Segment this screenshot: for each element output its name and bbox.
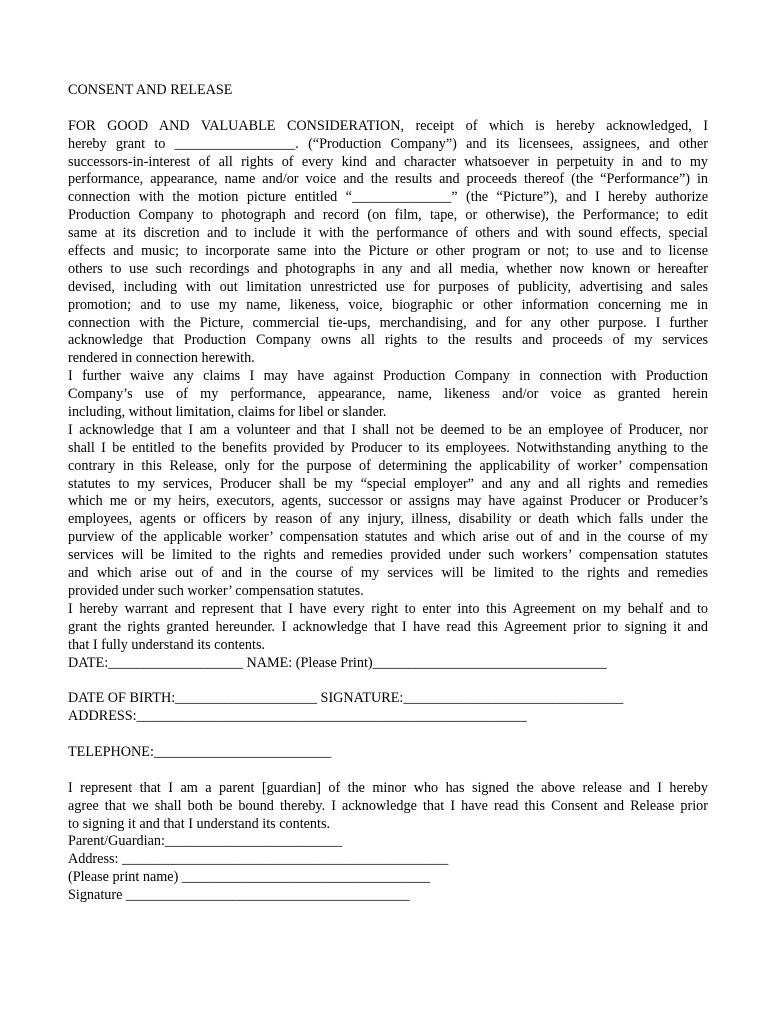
dob-signature-field[interactable]: DATE OF BIRTH:____________________ SIGNATURE:_______________________________ <box>68 690 624 707</box>
text-line: connection with the Picture, commercial tie-ups, merchandising, and for any other purpose. I further <box>68 314 708 331</box>
volunteer-paragraph <box>68 422 708 601</box>
spacer <box>68 100 708 118</box>
text-line: rendered in connection herewith. <box>68 350 255 367</box>
text-line: I hereby warrant and represent that I have every right to enter into this Agreement on my behalf and to <box>68 600 708 617</box>
text-line: and which arise out of and in the course of my services will be limited to the rights and remedies <box>68 565 708 582</box>
text-line: same at its discretion and to include it with the performance of others and with sound effects, special <box>68 225 708 242</box>
text-line: acknowledge that Production Company owns all rights to the results and proceeds of my services <box>68 332 708 349</box>
text-line: contrary in this Release, only for the purpose of determining the applicability of worker’ compensation <box>68 457 708 474</box>
spacer <box>68 726 708 744</box>
text-line: performance, appearance, name and/or voice and the results and proceeds thereof (the “Performance”) in <box>68 171 708 188</box>
grant-paragraph <box>68 118 708 368</box>
guardian-address-field[interactable]: Address: ______________________________________________ <box>68 851 449 868</box>
text-line: effects and music; to incorporate same into the Picture or other program or not; to use and to license <box>68 243 708 260</box>
text-line: devised, including with out limitation unrestricted use for purposes of publicity, advertising and sales <box>68 278 708 295</box>
text-line: employees, agents or officers by reason of any injury, illness, disability or death which falls under the <box>68 511 708 528</box>
document-page <box>68 82 708 905</box>
text-line: Production Company to photograph and record (on film, tape, or otherwise), the Performance; to edit <box>68 207 708 224</box>
text-line: that I fully understand its contents. <box>68 636 266 653</box>
date-name-field[interactable]: DATE:___________________ NAME: (Please Print)_________________________________ <box>68 654 607 671</box>
text-line: hereby grant to _________________. (“Production Company”) and its licensees, assignees, and other <box>68 135 708 152</box>
text-line: purview of the applicable worker’ compensation statutes and which arise out of and in the course of my <box>68 529 708 546</box>
document-title: CONSENT AND RELEASE <box>68 82 233 98</box>
parent-guardian-field[interactable]: Parent/Guardian:_________________________ <box>68 833 343 850</box>
text-line: grant the rights granted hereunder. I acknowledge that I have read this Agreement prior to signing it and <box>68 618 708 635</box>
text-line: I further waive any claims I may have against Production Company in connection with Production <box>68 368 708 385</box>
waiver-paragraph <box>68 368 708 422</box>
text-line: provided under such worker’ compensation statutes. <box>68 582 364 599</box>
guardian-paragraph <box>68 780 708 834</box>
text-line: I represent that I am a parent [guardian] of the minor who has signed the above release and I hereby <box>68 779 708 796</box>
text-line: to signing it and that I understand its contents. <box>68 815 331 832</box>
text-line: statutes to my services, Producer shall be my “special employer” and any and all rights and remedies <box>68 475 708 492</box>
warranty-paragraph <box>68 601 708 655</box>
text-line: which me or my heirs, executors, agents, successor or assigns may have against Producer or Producer’s <box>68 493 708 510</box>
address-field[interactable]: ADDRESS:_______________________________________________________ <box>68 708 527 725</box>
spacer <box>68 762 708 780</box>
text-line: successors-in-interest of all rights of every kind and character whatsoever in perpetuity in and to my <box>68 153 708 170</box>
guardian-signature-field[interactable]: Signature ________________________________________ <box>68 887 410 904</box>
text-line: connection with the motion picture entitled “______________” (the “Picture”), and I hereby authorize <box>68 189 708 206</box>
text-line: FOR GOOD AND VALUABLE CONSIDERATION, receipt of which is hereby acknowledged, I <box>68 117 708 134</box>
text-line: including, without limitation, claims for libel or slander. <box>68 404 387 421</box>
text-line: services will be limited to the rights and remedies provided under such workers’ compensation statutes <box>68 547 708 564</box>
text-line: agree that we shall both be bound thereby. I acknowledge that I have read this Consent and Release prior <box>68 797 708 814</box>
spacer <box>68 672 708 690</box>
text-line: promotion; and to use my name, likeness, voice, biographic or other information concerning me in <box>68 296 708 313</box>
text-line: others to use such recordings and photographs in any and all media, whether now known or hereafter <box>68 260 708 277</box>
telephone-field[interactable]: TELEPHONE:_________________________ <box>68 743 332 760</box>
guardian-print-name-field[interactable]: (Please print name) ___________________________________ <box>68 869 431 886</box>
text-line: shall I be entitled to the benefits provided by Producer to its employees. Notwithstanding anything to the <box>68 439 708 456</box>
text-line: Company’s use of my performance, appearance, name, likeness and/or voice as granted herein <box>68 386 708 403</box>
text-line: I acknowledge that I am a volunteer and that I shall not be deemed to be an employee of Producer, nor <box>68 421 708 438</box>
